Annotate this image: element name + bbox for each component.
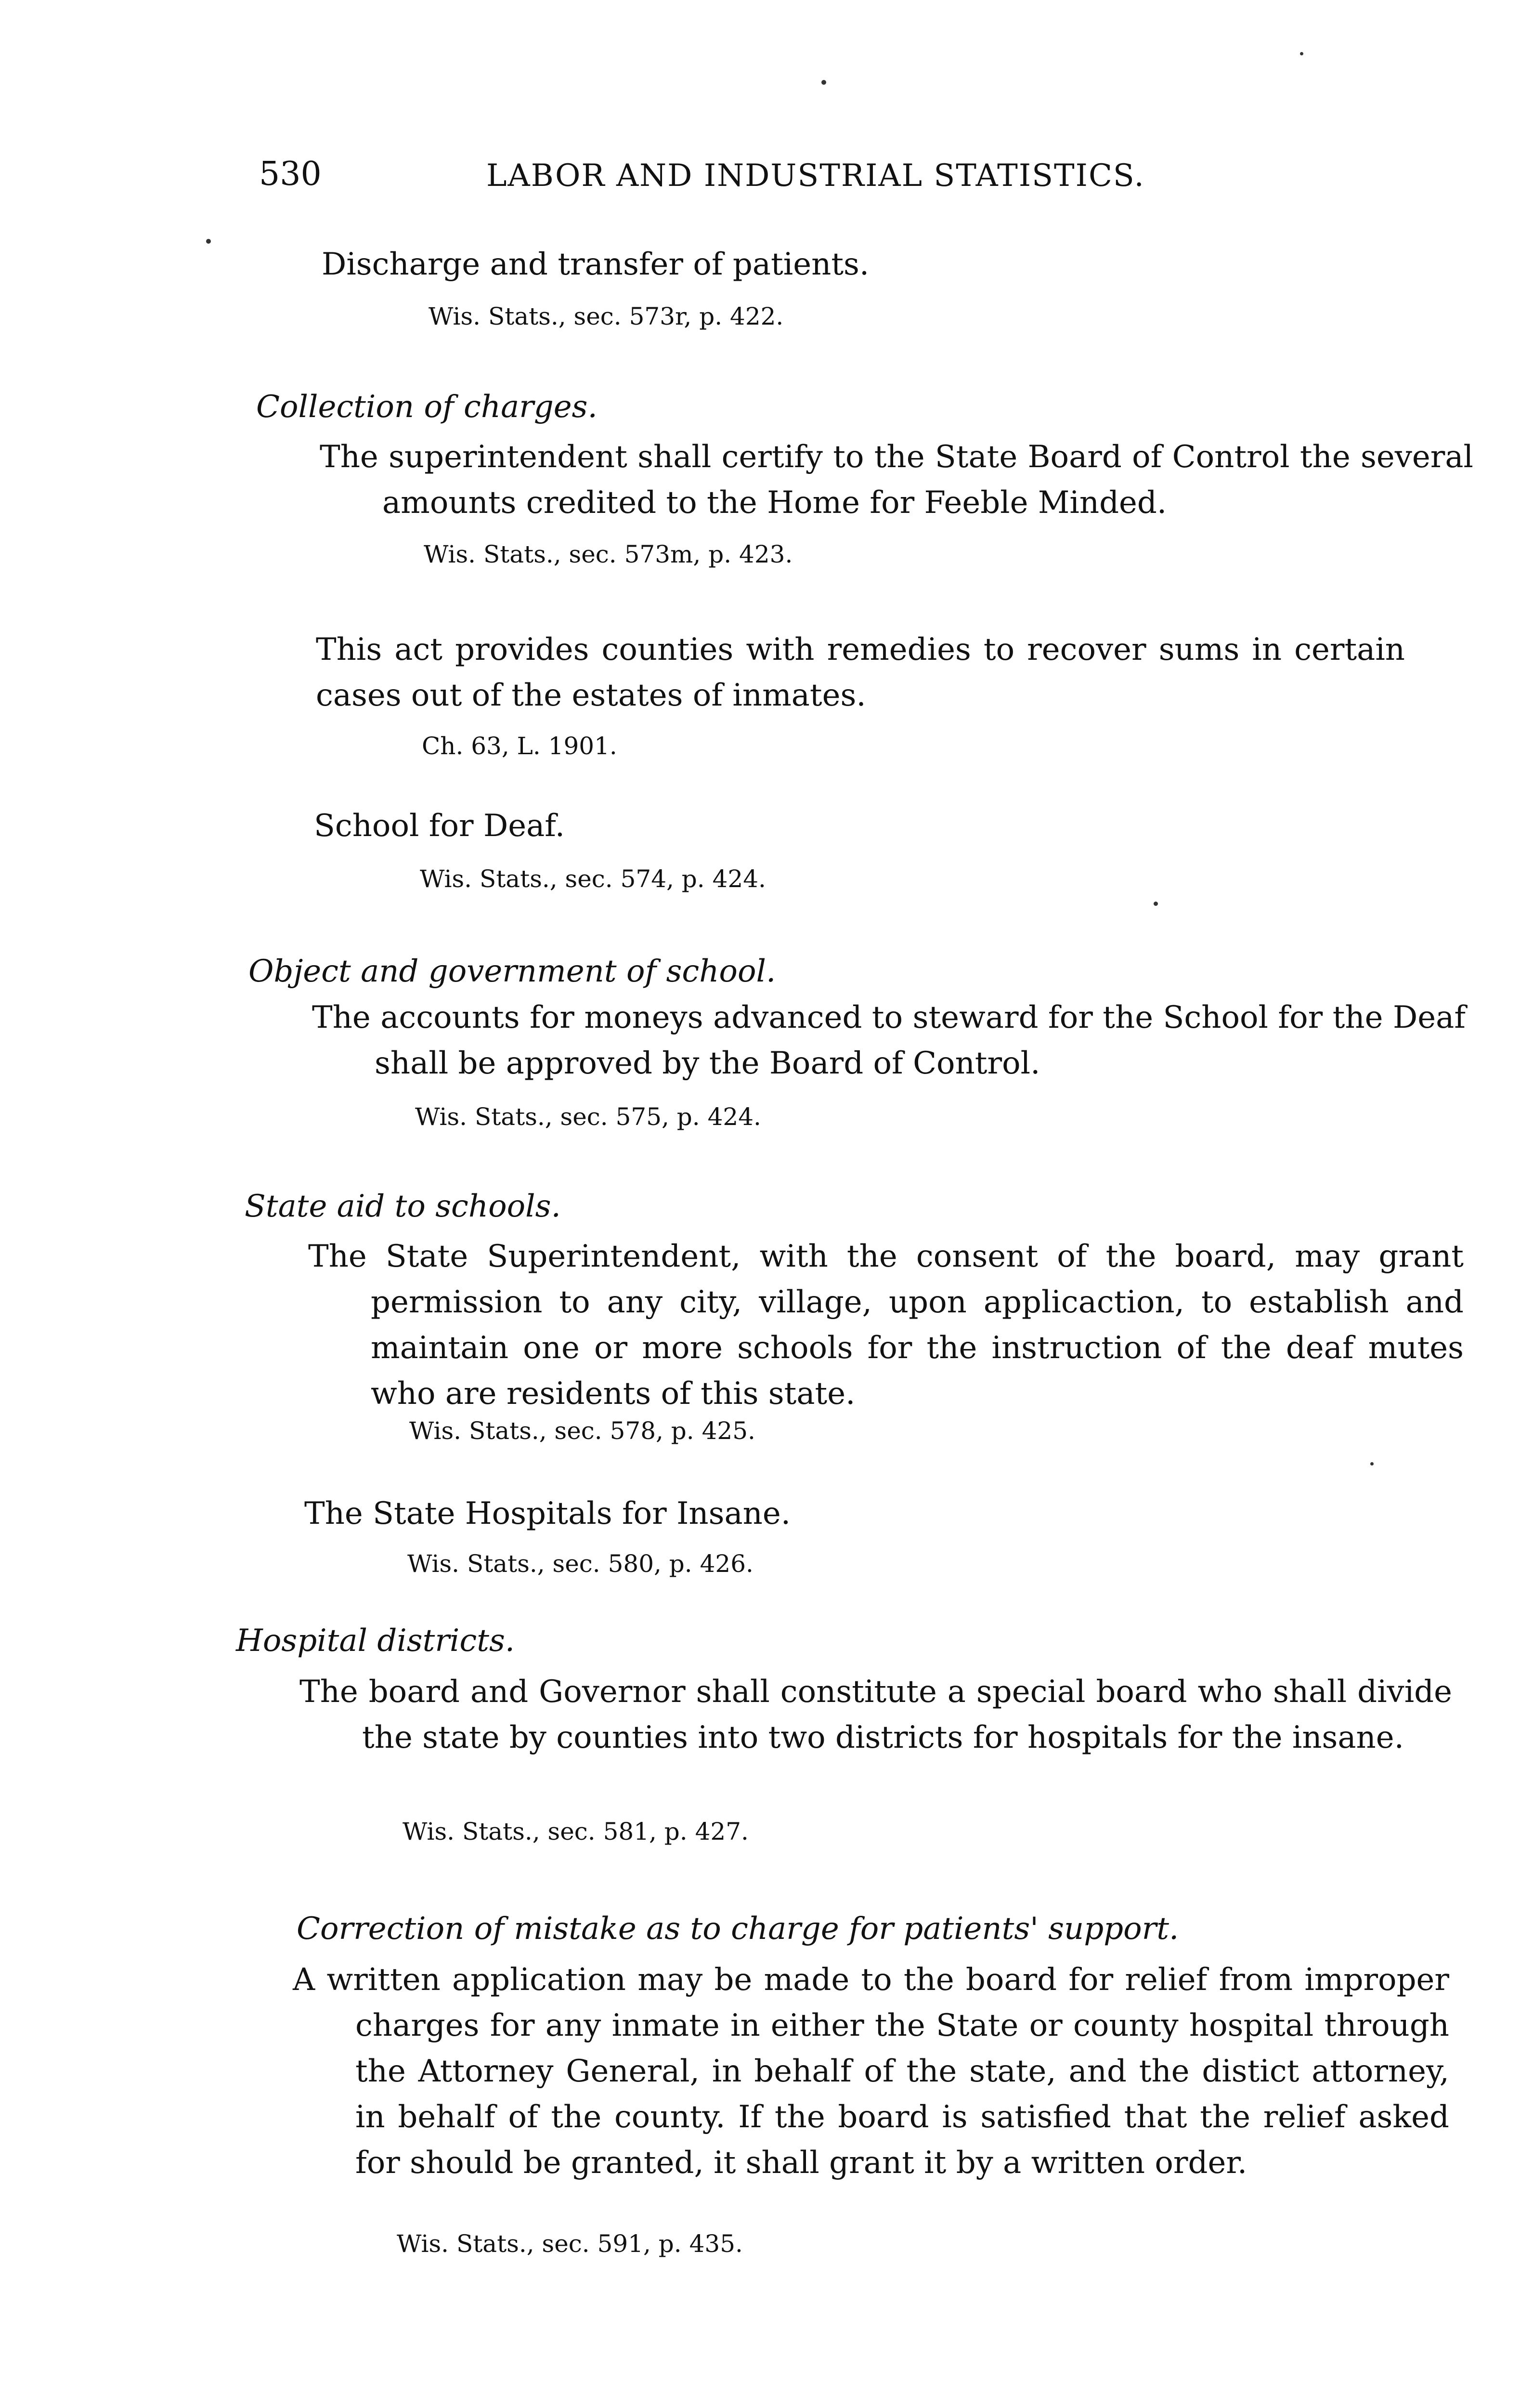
object-school-citation: Wis. Stats., sec. 575, p. 424. xyxy=(415,1103,761,1131)
state-aid-heading: State aid to schools. xyxy=(245,1189,561,1224)
state-aid-text: The State Superintendent, with the consent of the board, may grant permission to any city, village, upon applicaction, to establish and maintain one or more schools for the instruction of the deaf mutes who are residents of this state. xyxy=(308,1239,1464,1412)
hospitals-text: The State Hospitals for Insane. xyxy=(304,1496,791,1531)
object-school-heading: Object and government of school. xyxy=(248,954,776,989)
correction-citation: Wis. Stats., sec. 591, p. 435. xyxy=(397,2230,743,2258)
correction-text: A written application may be made to the board for relief from improper charges for any inmate in either the State or county hospital through the Attorney General, in behalf of the state, and the distict attorney, in behalf of the county. If the board is satisfied that the relief asked for should be granted, it shall grant it by a written order. xyxy=(293,1962,1449,2181)
hospitals-citation: Wis. Stats., sec. 580, p. 426. xyxy=(407,1550,754,1578)
districts-heading: Hospital districts. xyxy=(236,1623,515,1659)
counties-act-citation: Ch. 63, L. 1901. xyxy=(422,732,617,760)
page-number: 530 xyxy=(259,155,322,193)
scan-speck xyxy=(206,239,211,244)
state-aid-citation: Wis. Stats., sec. 578, p. 425. xyxy=(409,1417,755,1445)
scan-speck xyxy=(1154,902,1158,906)
districts-citation: Wis. Stats., sec. 581, p. 427. xyxy=(403,1818,749,1845)
collection-heading: Collection of charges. xyxy=(256,389,598,425)
scan-speck xyxy=(821,80,826,85)
running-header: LABOR AND INDUSTRIAL STATISTICS. xyxy=(486,158,1145,194)
counties-act-text: This act provides counties with remedies to recover sums in certain cases out of the estates of inmates. xyxy=(316,632,1405,713)
collection-text: The superintendent shall certify to the State Board of Control the several amounts credited to the Home for Feeble Minded. xyxy=(320,439,1473,521)
school-deaf-text: School for Deaf. xyxy=(314,808,565,844)
object-school-text: The accounts for moneys advanced to steward for the School for the Deaf shall be approved by the Board of Control. xyxy=(312,1000,1466,1081)
discharge-citation: Wis. Stats., sec. 573r, p. 422. xyxy=(429,302,784,330)
scan-speck xyxy=(1300,52,1303,55)
districts-text: The board and Governor shall constitute a special board who shall divide the state by counties into two districts for hospitals for the insane. xyxy=(299,1674,1452,1755)
collection-citation: Wis. Stats., sec. 573m, p. 423. xyxy=(424,540,793,568)
discharge-text: Discharge and transfer of patients. xyxy=(322,247,870,282)
correction-heading: Correction of mistake as to charge for patients' support. xyxy=(297,1911,1179,1947)
scan-speck xyxy=(1370,1462,1374,1466)
school-deaf-citation: Wis. Stats., sec. 574, p. 424. xyxy=(420,865,766,893)
